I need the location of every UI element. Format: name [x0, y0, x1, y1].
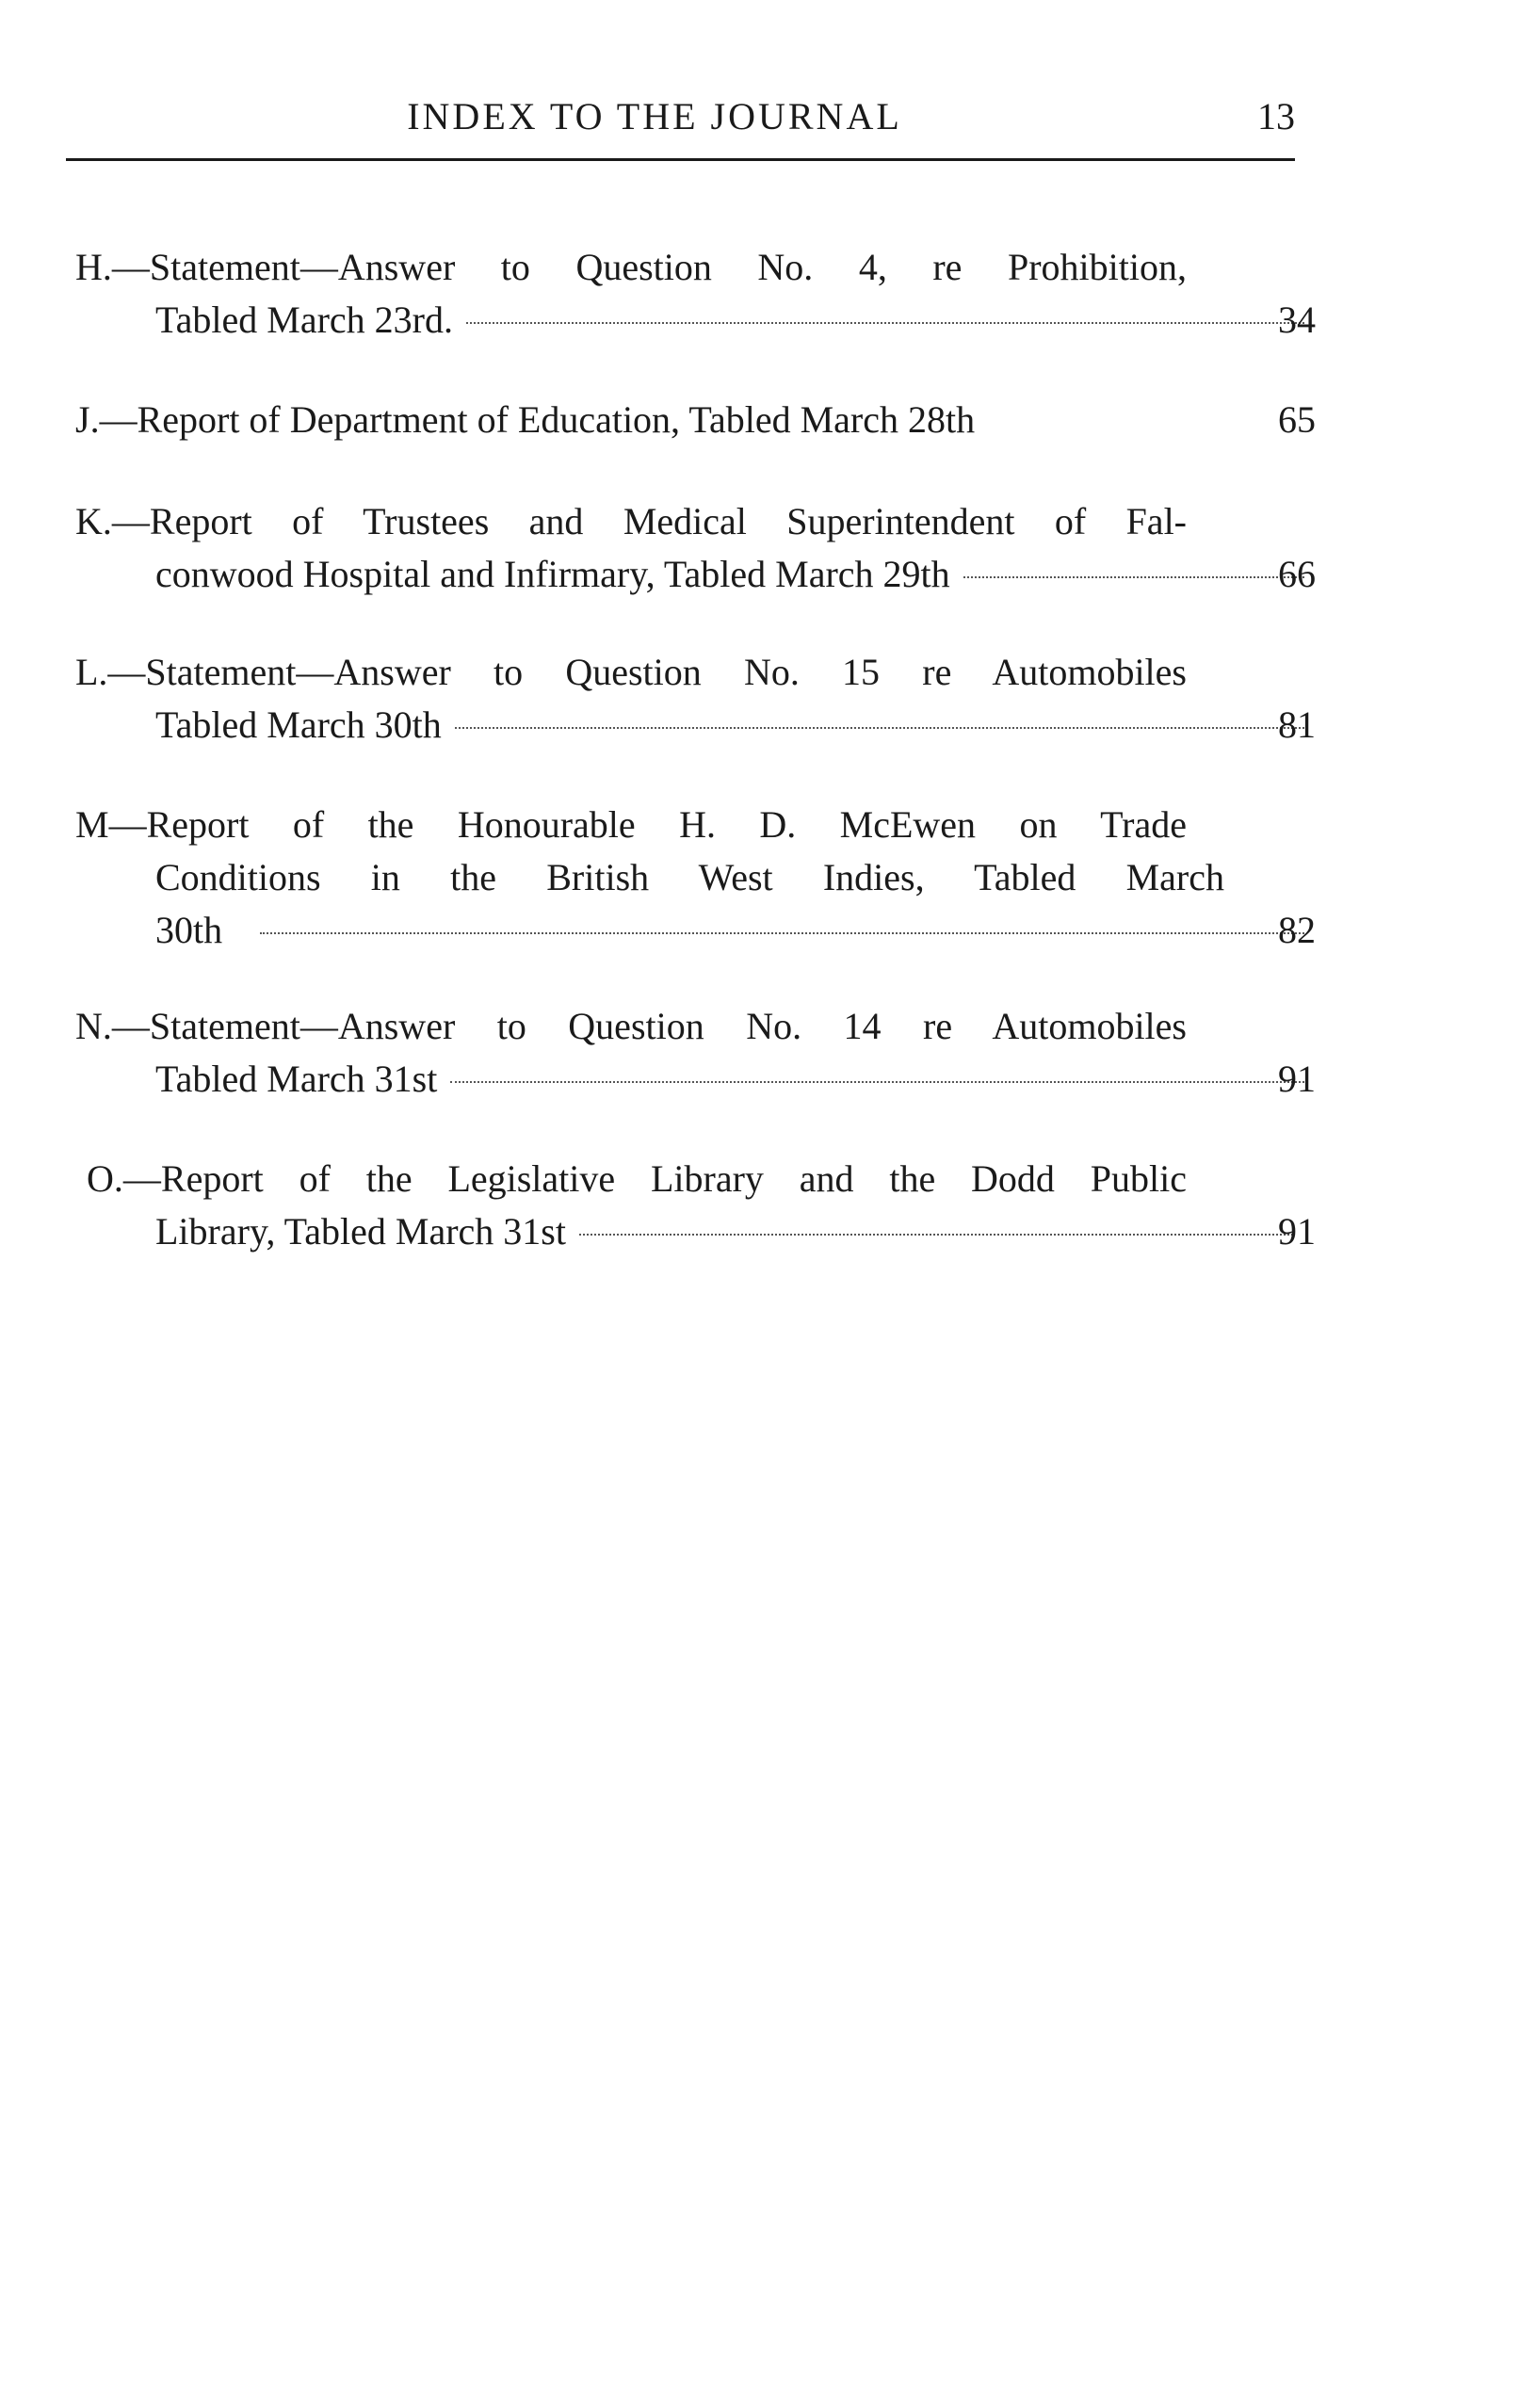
dot-leader — [455, 699, 1304, 729]
index-entry-o — [87, 1153, 1316, 1258]
entry-line: conwood Hospital and Infirmary, Tabled March 29th — [155, 553, 950, 595]
entry-line-continued — [75, 1053, 1304, 1106]
entry-line-continued — [87, 1205, 1293, 1258]
dot-leader — [450, 1053, 1304, 1083]
entry-line: Tabled March 23rd. — [155, 299, 453, 341]
entry-page-number: 65 — [1278, 398, 1316, 441]
entry-page-number: 91 — [1278, 1058, 1316, 1100]
entry-line-continued — [75, 294, 1304, 347]
dot-leader — [466, 294, 1304, 324]
entry-line: H.—Statement—Answer to Question No. 4, re Prohibition, — [75, 246, 1187, 288]
index-entry-j — [75, 394, 1316, 446]
entry-page-number: 34 — [1278, 299, 1316, 341]
dot-leader — [963, 548, 1304, 578]
index-entry-m — [75, 799, 1316, 957]
entry-line-continued — [75, 699, 1304, 751]
entry-line-continued — [75, 851, 1304, 904]
entry-line-continued — [75, 904, 1304, 957]
entry-line: Tabled March 31st — [155, 1058, 438, 1100]
entry-line-continued — [75, 548, 1304, 601]
entry-line: L.—Statement—Answer to Question No. 15 re Automobiles — [75, 651, 1187, 693]
entry-line: 30th — [155, 909, 223, 951]
running-head-page-number: 13 — [1257, 95, 1295, 137]
entry-page-number: 81 — [1278, 703, 1316, 746]
entry-page-number: 91 — [1278, 1210, 1316, 1252]
index-entry-k — [75, 495, 1316, 601]
dot-leader — [260, 904, 1304, 934]
entry-page-number: 66 — [1278, 553, 1316, 595]
entry-line: K.—Report of Trustees and Medical Superintendent of Fal- — [75, 500, 1187, 542]
entry-line: J.—Report of Department of Education, Tabled March 28th — [75, 398, 976, 441]
entry-line: Library, Tabled March 31st — [155, 1210, 566, 1252]
dot-leader — [579, 1205, 1293, 1236]
entry-line: O.—Report of the Legislative Library and the Dodd Public — [87, 1157, 1187, 1200]
running-head-title: INDEX TO THE JOURNAL — [407, 95, 902, 137]
entry-line: Conditions in the British West Indies, Tabled March — [155, 856, 1224, 898]
entry-line: Tabled March 30th — [155, 703, 442, 746]
index-entry-h — [75, 241, 1316, 347]
index-entry-l — [75, 646, 1316, 751]
index-entry-n — [75, 1000, 1316, 1106]
entry-line: N.—Statement—Answer to Question No. 14 re Automobiles — [75, 1005, 1187, 1047]
entry-line: M—Report of the Honourable H. D. McEwen on Trade — [75, 803, 1187, 846]
header-rule — [66, 158, 1295, 161]
running-head — [66, 94, 1295, 151]
entry-page-number: 82 — [1278, 909, 1316, 951]
